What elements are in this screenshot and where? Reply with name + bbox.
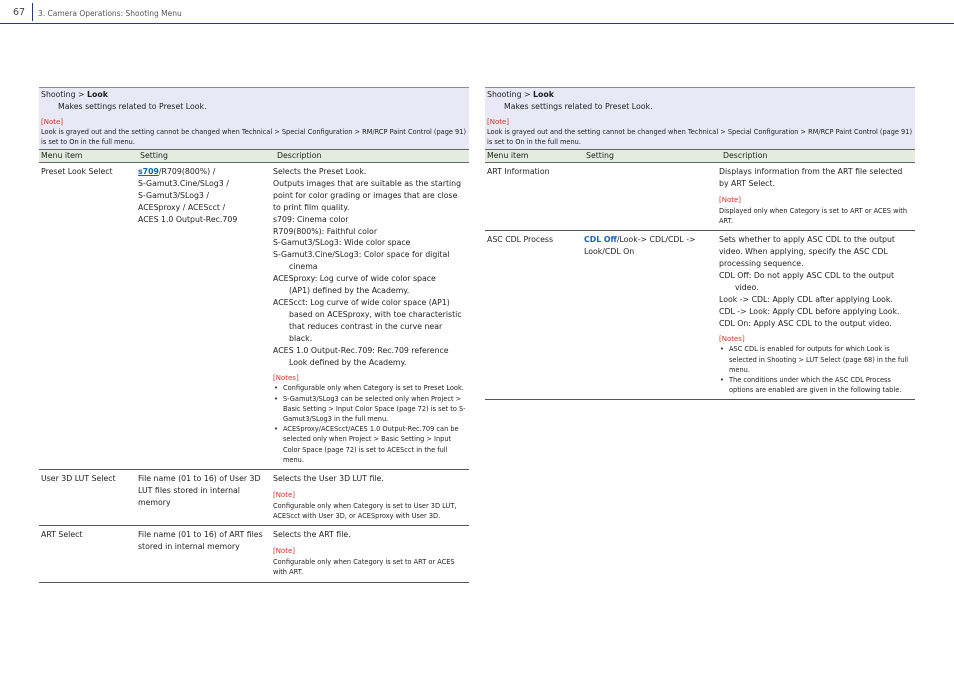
setting-options: CDL Off/Look-> CDL/CDL -> Look/CDL On (584, 235, 696, 257)
column-header-setting: Setting (586, 151, 614, 160)
note-text: Configurable only when Category is set to User 3D LUT, ACEScct with User 3D, or ACESproxy with User 3D. (273, 501, 457, 521)
menu-item-name: ART Select (41, 530, 83, 540)
column-header-menu-item: Menu item (487, 151, 529, 160)
note-bullet: • S-Gamut3/SLog3 can be selected only when Project > Basic Setting > Input Color Space (page 72) is set to S-Gamut3/SLog3 in the full menu. (273, 394, 467, 425)
menu-item-name: User 3D LUT Select (41, 474, 116, 484)
setting-options: s709/R709(800%) / S-Gamut3.Cine/SLog3 / S-Gamut3/SLog3 / ACESproxy / ACEScct / ACES 1.0 Output-Rec.709 (138, 167, 238, 224)
column-header-description: Description (723, 151, 768, 160)
note-text: Configurable only when Category is set to ART or ACES with ART. (273, 558, 455, 577)
page-number: 67 (13, 7, 26, 18)
note-label: [Note] (273, 547, 296, 556)
note-label: [Note] (41, 118, 64, 126)
note-text: Look is grayed out and the setting cannot be changed when Technical > Special Configuration > RM/RCP Paint Control (page 91) is set to On in the full menu. (487, 128, 913, 146)
notes-label: [Notes] (719, 335, 745, 344)
description-cell: Sets whether to apply ASC CDL to the output video. When applying, specify the ASC CDL processing sequence. CDL Off: Do not apply ASC CDL to the output video. Look -> CDL: Apply CDL after applying Look. CDL -> Look: Apply CDL before applying Look. CDL On: Apply ASC CDL to the output video. [Notes] • ASC CDL is enabled for outputs for which Look is selected in Shooting > LUT Select (page 68) in the full menu. • The conditions under which the ASC CDL Process options are enabled are given in the following table. (717, 231, 915, 399)
setting-options (582, 163, 717, 230)
notes-label: [Notes] (273, 374, 299, 383)
column-header-description: Description (277, 151, 322, 160)
description-cell: Selects the ART file. [Note] Configurable only when Category is set to ART or ACES with ART. (271, 526, 469, 581)
menu-description: Makes settings related to Preset Look. (504, 102, 653, 111)
right-settings-table (485, 87, 915, 400)
column-header-row (39, 149, 469, 163)
default-option: s709 (138, 167, 159, 176)
column-header-menu-item: Menu item (41, 151, 83, 160)
note-label: [Note] (719, 195, 742, 204)
page-header (0, 0, 954, 24)
menu-description: Makes settings related to Preset Look. (58, 102, 207, 111)
note-bullet: • ACESproxy/ACEScct/ACES 1.0 Output-Rec.709 can be selected only when Project > Basic Setting > Input Color Space (page 72) is set to ACEScct in the full menu. (273, 424, 467, 465)
default-option: CDL Off (584, 235, 617, 245)
note-bullet: • The conditions under which the ASC CDL Process options are enabled are given in the following table. (719, 375, 913, 395)
note-text: Displayed only when Category is set to ART or ACES with ART. (719, 206, 908, 226)
table-row-art-information (485, 163, 915, 231)
setting-options: File name (01 to 16) of ART files stored in internal memory (138, 530, 263, 552)
description-cell: Selects the Preset Look. Outputs images that are suitable as the starting point for color grading or images that are close to print film quality. s709: Cinema color R709(800%): Faithful color S-Gamut3/SLog3: Wide color space S-Gamut3.Cine/SLog3: Color space for digital cinema ACESproxy: Log curve of wide color space (AP1) defined by the Academy. ACEScct: Log curve of wide color space (AP1) based on ACESproxy, with toe characteristic that reduces contrast in the curve near black. ACES 1.0 Output-Rec.709: Rec.709 reference Look defined by the Academy. [Notes] • Configurable only when Category is set to Preset Look. • S-Gamut3/SLog3 can be selected only when Project > Basic Setting > Input Color Space (page 72) is set to S-Gamut3/SLog3 in the full menu. • ACESproxy/ACEScct/ACES 1.0 Output-Rec.709 can be selected only when Project > Basic Setting > Input Color Space (page 72) is set to ACEScct in the full menu. (271, 163, 469, 469)
table-row-preset-look (39, 163, 469, 470)
description-cell: Selects the User 3D LUT file. [Note] Configurable only when Category is set to User 3D LUT, ACEScct with User 3D, or ACESproxy with User 3D. (271, 470, 469, 525)
note-label: [Note] (487, 118, 510, 126)
description-cell: Displays information from the ART file selected by ART Select. [Note] Displayed only when Category is set to ART or ACES with ART. (717, 163, 915, 230)
menu-item-name: Preset Look Select (41, 167, 113, 176)
note-label: [Note] (273, 490, 296, 499)
table-row-asc-cdl-process (485, 231, 915, 400)
breadcrumb: Shooting > Look (41, 90, 108, 99)
column-header-setting: Setting (140, 151, 168, 160)
chapter-title: 3. Camera Operations: Shooting Menu (38, 8, 182, 18)
menu-item-name: ASC CDL Process (487, 235, 554, 245)
table-row-user-3d-lut (39, 470, 469, 526)
header-divider (32, 3, 33, 21)
setting-options: File name (01 to 16) of User 3D LUT files stored in internal memory (138, 474, 261, 507)
note-bullet: • ASC CDL is enabled for outputs for which Look is selected in Shooting > LUT Select (page 68) in the full menu. (719, 344, 913, 375)
menu-item-name: ART Information (487, 167, 550, 176)
left-settings-table (39, 87, 469, 583)
table-heading (485, 87, 915, 149)
table-heading (39, 87, 469, 149)
note-text: Look is grayed out and the setting cannot be changed when Technical > Special Configuration > RM/RCP Paint Control (page 91) is set to On in the full menu. (41, 128, 467, 146)
column-header-row (485, 149, 915, 163)
note-bullet: • Configurable only when Category is set to Preset Look. (273, 383, 467, 393)
table-row-art-select (39, 526, 469, 582)
header-rule (0, 23, 954, 24)
breadcrumb: Shooting > Look (487, 90, 554, 99)
